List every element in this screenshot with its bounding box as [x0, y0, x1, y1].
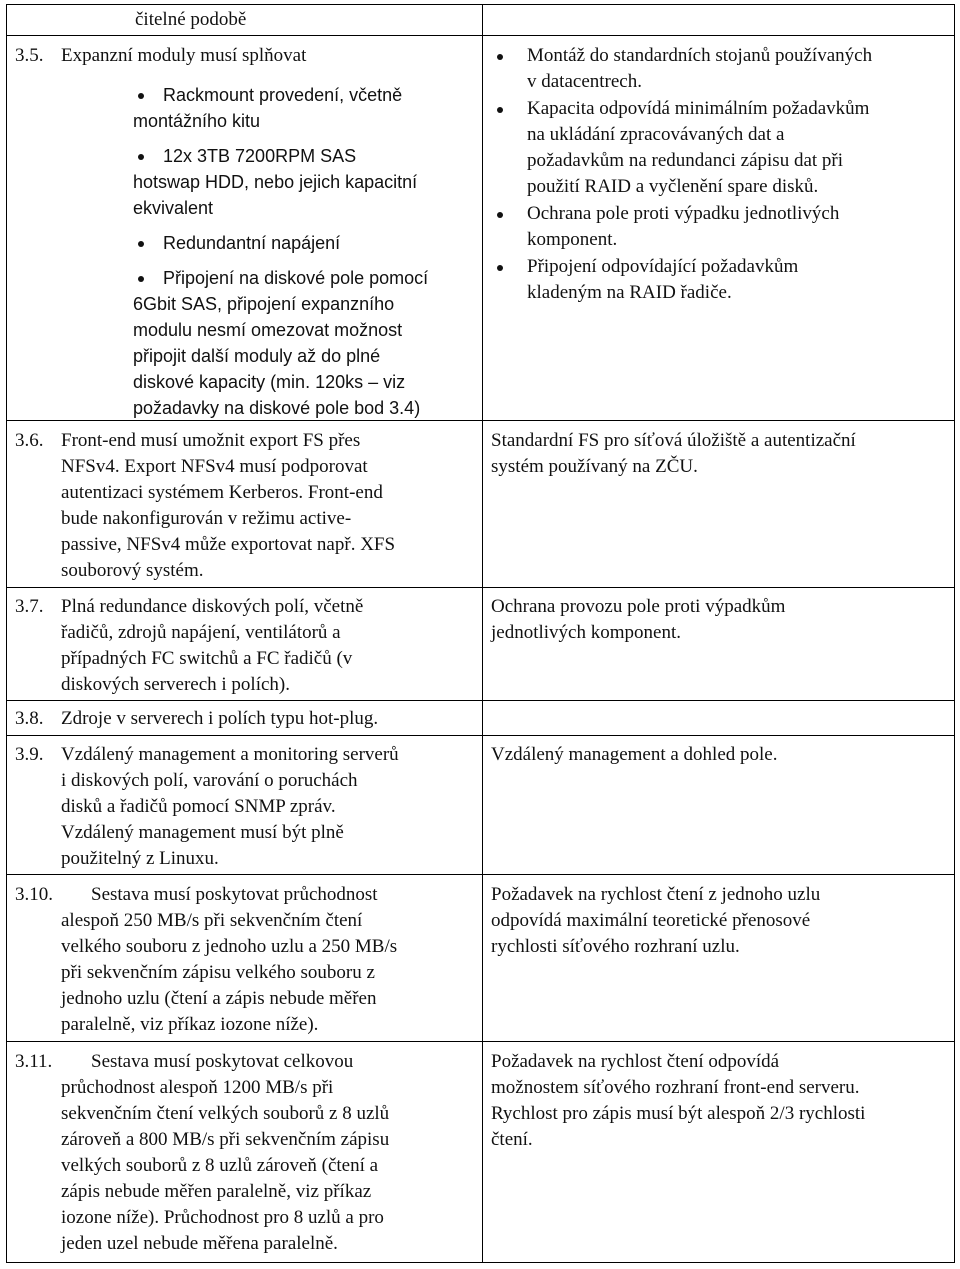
item-text-line: Sestava musí poskytovat průchodnost	[91, 884, 378, 905]
rationale-text-line: systém používaný na ZČU.	[491, 456, 698, 477]
table-row-3-9	[7, 736, 955, 875]
item-text-line: Front-end musí umožnit export FS přes	[61, 430, 361, 451]
item-text-line: Zdroje v serverech i polích typu hot-plug.	[61, 708, 379, 729]
bullet-icon	[497, 107, 503, 113]
document-page	[6, 4, 954, 1263]
item-text-line: průchodnost alespoň 1200 MB/s při	[61, 1077, 334, 1098]
rationale-text-line: Rychlost pro zápis musí být alespoň 2/3 rychlosti	[491, 1103, 866, 1124]
rationale-text-line: jednotlivých komponent.	[491, 622, 681, 643]
table-row-3-8	[7, 701, 955, 736]
table-row-3-10	[7, 875, 955, 1042]
rationale-text-line: Požadavek na rychlost čtení z jednoho uzlu	[491, 884, 821, 905]
item-text-line: bude nakonfigurován v režimu active-	[61, 508, 352, 529]
bullet-icon	[138, 276, 144, 282]
item-number: 3.11.	[15, 1051, 53, 1072]
bullet-icon	[138, 93, 144, 99]
list-item-line: Připojení na diskové pole pomocí	[163, 268, 429, 288]
list-item-line: na ukládání zpracovávaných dat a	[527, 124, 785, 145]
rationale-text-line: možnostem síťového rozhraní front-end serveru.	[491, 1077, 860, 1098]
item-number: 3.9.	[15, 744, 44, 765]
rationale-text-line: rychlosti síťového rozhraní uzlu.	[491, 936, 740, 957]
item-number: 3.7.	[15, 596, 44, 617]
item-text-line: velkých souborů z 8 uzlů zároveň (čtení a	[61, 1155, 379, 1176]
rationale-text-line: odpovídá maximální teoretické přenosové	[491, 910, 811, 931]
list-item-line: použití RAID a vyčlenění spare disků.	[527, 176, 819, 197]
item-text-line: paralelně, viz příkaz iozone níže).	[61, 1014, 319, 1035]
list-item-line: 6Gbit SAS, připojení expanzního	[133, 294, 395, 314]
item-text-line: diskových serverech i polích).	[61, 674, 290, 695]
list-item-line: Ochrana pole proti výpadku jednotlivých	[527, 203, 840, 224]
item-text-line: alespoň 250 MB/s při sekvenčním čtení	[61, 910, 363, 931]
item-text-line: i diskových polí, varování o poruchách	[61, 770, 358, 791]
list-item-line: Redundantní napájení	[163, 233, 341, 253]
list-item-line: komponent.	[527, 229, 618, 250]
list-item-line: modulu nesmí omezovat možnost	[133, 320, 403, 340]
list-item-line: Připojení odpovídající požadavkům	[527, 256, 799, 277]
item-text-line: Vzdálený management musí být plně	[61, 822, 344, 843]
item-text-line: sekvenčním čtení velkých souborů z 8 uzlů	[61, 1103, 390, 1124]
item-text-line: případných FC switchů a FC řadičů (v	[61, 648, 353, 669]
item-text-line: Vzdálený management a monitoring serverů	[61, 744, 399, 765]
item-text-line: Plná redundance diskových polí, včetně	[61, 596, 364, 617]
list-item-line: 12x 3TB 7200RPM SAS	[163, 146, 357, 166]
item-heading: Expanzní moduly musí splňovat	[61, 45, 307, 66]
list-item-line: v datacentrech.	[527, 71, 642, 92]
item-number: 3.8.	[15, 708, 44, 729]
table-row-3-6	[7, 421, 955, 588]
item-text-line: passive, NFSv4 může exportovat např. XFS	[61, 534, 396, 555]
rationale-text-line: Standardní FS pro síťová úložiště a autentizační	[491, 430, 856, 451]
bullet-icon	[497, 265, 503, 271]
list-item-line: požadavky na diskové pole bod 3.4)	[133, 398, 421, 418]
list-item-line: diskové kapacity (min. 120ks – viz	[133, 372, 406, 392]
item-number: 3.5.	[15, 45, 44, 66]
item-text-line: zároveň a 800 MB/s při sekvenčním zápisu	[61, 1129, 390, 1150]
bullet-icon	[138, 241, 144, 247]
list-item-line: Montáž do standardních stojanů používaných	[527, 45, 873, 66]
rationale-text-line: Požadavek na rychlost čtení odpovídá	[491, 1051, 780, 1072]
item-text-line: při sekvenčním zápisu velkého souboru z	[61, 962, 375, 983]
item-number: 3.10.	[15, 884, 53, 905]
rationale-text-line: čtení.	[491, 1129, 533, 1150]
item-number: 3.6.	[15, 430, 44, 451]
bullet-icon	[497, 212, 503, 218]
item-text-line: zápis nebude měřen paralelně, viz příkaz	[61, 1181, 372, 1202]
rationale-text-line: Vzdálený management a dohled pole.	[491, 744, 778, 765]
list-item-line: připojit další moduly až do plné	[133, 346, 381, 366]
list-item-line: montážního kitu	[133, 111, 261, 131]
list-item-line: hotswap HDD, nebo jejich kapacitní	[133, 172, 418, 192]
item-text-line: velkého souboru z jednoho uzlu a 250 MB/s	[61, 936, 398, 957]
bullet-icon	[497, 54, 503, 60]
list-item-line: Rackmount provedení, včetně	[163, 85, 403, 105]
bullet-icon	[138, 154, 144, 160]
item-text-line: iozone níže). Průchodnost pro 8 uzlů a pro	[61, 1207, 384, 1228]
list-item-line: Kapacita odpovídá minimálním požadavkům	[527, 98, 870, 119]
item-text-line: souborový systém.	[61, 560, 204, 581]
list-item-line: požadavkům na redundanci zápisu dat při	[527, 150, 844, 171]
item-text-line: použitelný z Linuxu.	[61, 848, 219, 869]
item-text-line: NFSv4. Export NFSv4 musí podporovat	[61, 456, 368, 477]
table-row-3-7	[7, 588, 955, 701]
list-item-line: ekvivalent	[133, 198, 214, 218]
requirements-table	[6, 4, 955, 1263]
item-text-line: jednoho uzlu (čtení a zápis nebude měřen	[61, 988, 377, 1009]
item-text-line: Sestava musí poskytovat celkovou	[91, 1051, 354, 1072]
table-row-3-5	[7, 36, 955, 421]
item-text-line: jeden uzel nebude měřena paralelně.	[61, 1233, 338, 1254]
item-text-line: řadičů, zdrojů napájení, ventilátorů a	[61, 622, 341, 643]
table-row-continuation	[7, 5, 955, 36]
list-item-line: kladeným na RAID řadiče.	[527, 282, 732, 303]
item-text-line: disků a řadičů pomocí SNMP zpráv.	[61, 796, 336, 817]
rationale-text-line: Ochrana provozu pole proti výpadkům	[491, 596, 786, 617]
item-text-line: autentizaci systémem Kerberos. Front-end	[61, 482, 383, 503]
continuation-text: čitelné podobě	[135, 9, 247, 30]
table-row-3-11	[7, 1042, 955, 1263]
